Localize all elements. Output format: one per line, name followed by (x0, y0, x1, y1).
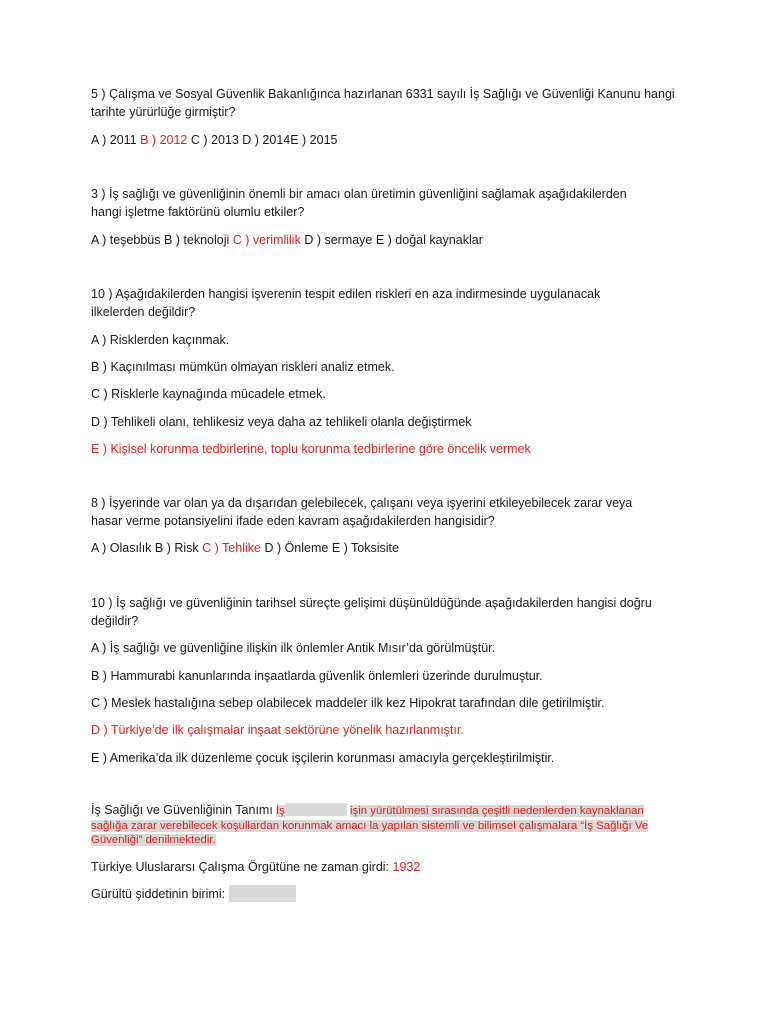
question-text-line-2: tarihte yürürlüğe girmiştir? (91, 105, 236, 119)
question-text-line-1: 3 ) İş sağlığı ve güvenliğinin önemli bir amacı olan üretimin güvenliğini sağlamak aşağıdakilerden (91, 187, 627, 201)
correct-option-c: C ) Tehlike (202, 541, 261, 555)
definition-block (91, 803, 681, 848)
question-text-line-1: 5 ) Çalışma ve Sosyal Güvenlik Bakanlığınca hazırlanan 6331 sayılı İş Sağlığı ve Güvenliği Kanunu hangi (91, 87, 675, 101)
noise-question: Gürültü şiddetinin birimi: (91, 887, 226, 901)
option-a: A ) Risklerden kaçınmak. (91, 333, 230, 347)
option-b: B ) Hammurabi kanunlarında inşaatlarda güvenlik önlemleri üzerinde durulmuştur. (91, 669, 543, 683)
definition-label: İş Sağlığı ve Güvenliğinin Tanımı (91, 803, 273, 817)
options-a-b: A ) Olasılık B ) Risk (91, 541, 199, 555)
question-text-line-1: 10 ) İş sağlığı ve güvenliğinin tarihsel süreçte gelişimi düşünüldüğünde aşağıdakilerden hangisi doğru (91, 596, 652, 610)
question-5-tarih (91, 85, 681, 121)
options-row (91, 231, 483, 249)
options-a-b: A ) teşebbüs B ) teknoloji (91, 233, 230, 247)
correct-option-e: E ) Kişisel korunma tedbirlerine, toplu korunma tedbirlerine göre öncelik vermek (91, 442, 531, 456)
correct-option-b: B ) 2012 (140, 133, 188, 147)
option-d: D ) Tehlikeli olanı, tehlikesiz veya daha az tehlikeli olanla değiştirmek (91, 415, 472, 429)
question-3-faktor (91, 185, 681, 221)
definition-text: işin yürütülmesi sırasında çeşitli nedenlerden kaynaklanan sağlığa zarar verebilecek koşullardan korunmak amacı la yapılan sistemli ve bilimsel çalışmalara “İş Sağlığı Ve Güvenliği” denilmektedir. (91, 805, 649, 846)
question-10-ilkeler (91, 285, 681, 321)
option-a: A ) İş sağlığı ve güvenliğine ilişkin ilk önlemler Antik Mısır’da görülmüştür. (91, 641, 496, 655)
question-10-tarihsel (91, 594, 681, 630)
option-e: E ) Amerika’da ilk düzenleme çocuk işçilerin korunması amacıyla gerçekleştirilmiştir. (91, 751, 555, 765)
question-text-line-1: 8 ) İşyerinde var olan ya da dışarıdan gelebilecek, çalışanı veya işyerini etkileyebilecek zarar veya (91, 496, 633, 510)
question-text-line-2: hasar verme potansiyelini ifade eden kavram aşağıdakilerden hangisidir? (91, 514, 495, 528)
answer-blank (229, 885, 296, 902)
options-d-e: D ) Önleme E ) Toksisite (264, 541, 399, 555)
options-rest: C ) 2013 D ) 2014E ) 2015 (190, 133, 338, 147)
ilo-question-row (91, 858, 420, 876)
question-text-line-2: hangi işletme faktörünü olumlu etkiler? (91, 205, 305, 219)
redacted-gap (285, 803, 347, 816)
correct-option-d: D ) Türkiye’de ilk çalışmalar inşaat sektörüne yönelik hazırlanmıştır. (91, 723, 464, 737)
ilo-answer: 1932 (392, 860, 421, 874)
options-row (91, 131, 338, 149)
correct-option-c: C ) verimlilik (232, 233, 301, 247)
ilo-question: Türkiye Uluslararsı Çalışma Örgütüne ne zaman girdi: (91, 860, 390, 874)
noise-question-row (91, 885, 296, 903)
option-b: B ) Kaçınılması mümkün olmayan riskleri analiz etmek. (91, 360, 395, 374)
option-c: C ) Meslek hastalığına sebep olabilecek maddeler ilk kez Hipokrat tarafından dile getirilmiştir. (91, 696, 605, 710)
definition-word-start: İş (275, 805, 285, 817)
options-row (91, 539, 399, 557)
question-text-line-1: 10 ) Aşağıdakilerden hangisi işverenin tespit edilen riskleri en aza indirmesinde uygulanacak (91, 287, 601, 301)
question-text-line-2: değildir? (91, 614, 139, 628)
option-a: A ) 2011 (91, 133, 137, 147)
option-c: C ) Risklerle kaynağında mücadele etmek. (91, 387, 326, 401)
options-d-e: D ) sermaye E ) doğal kaynaklar (304, 233, 483, 247)
question-text-line-2: ilkelerden değildir? (91, 305, 196, 319)
question-8-kavram (91, 494, 681, 530)
